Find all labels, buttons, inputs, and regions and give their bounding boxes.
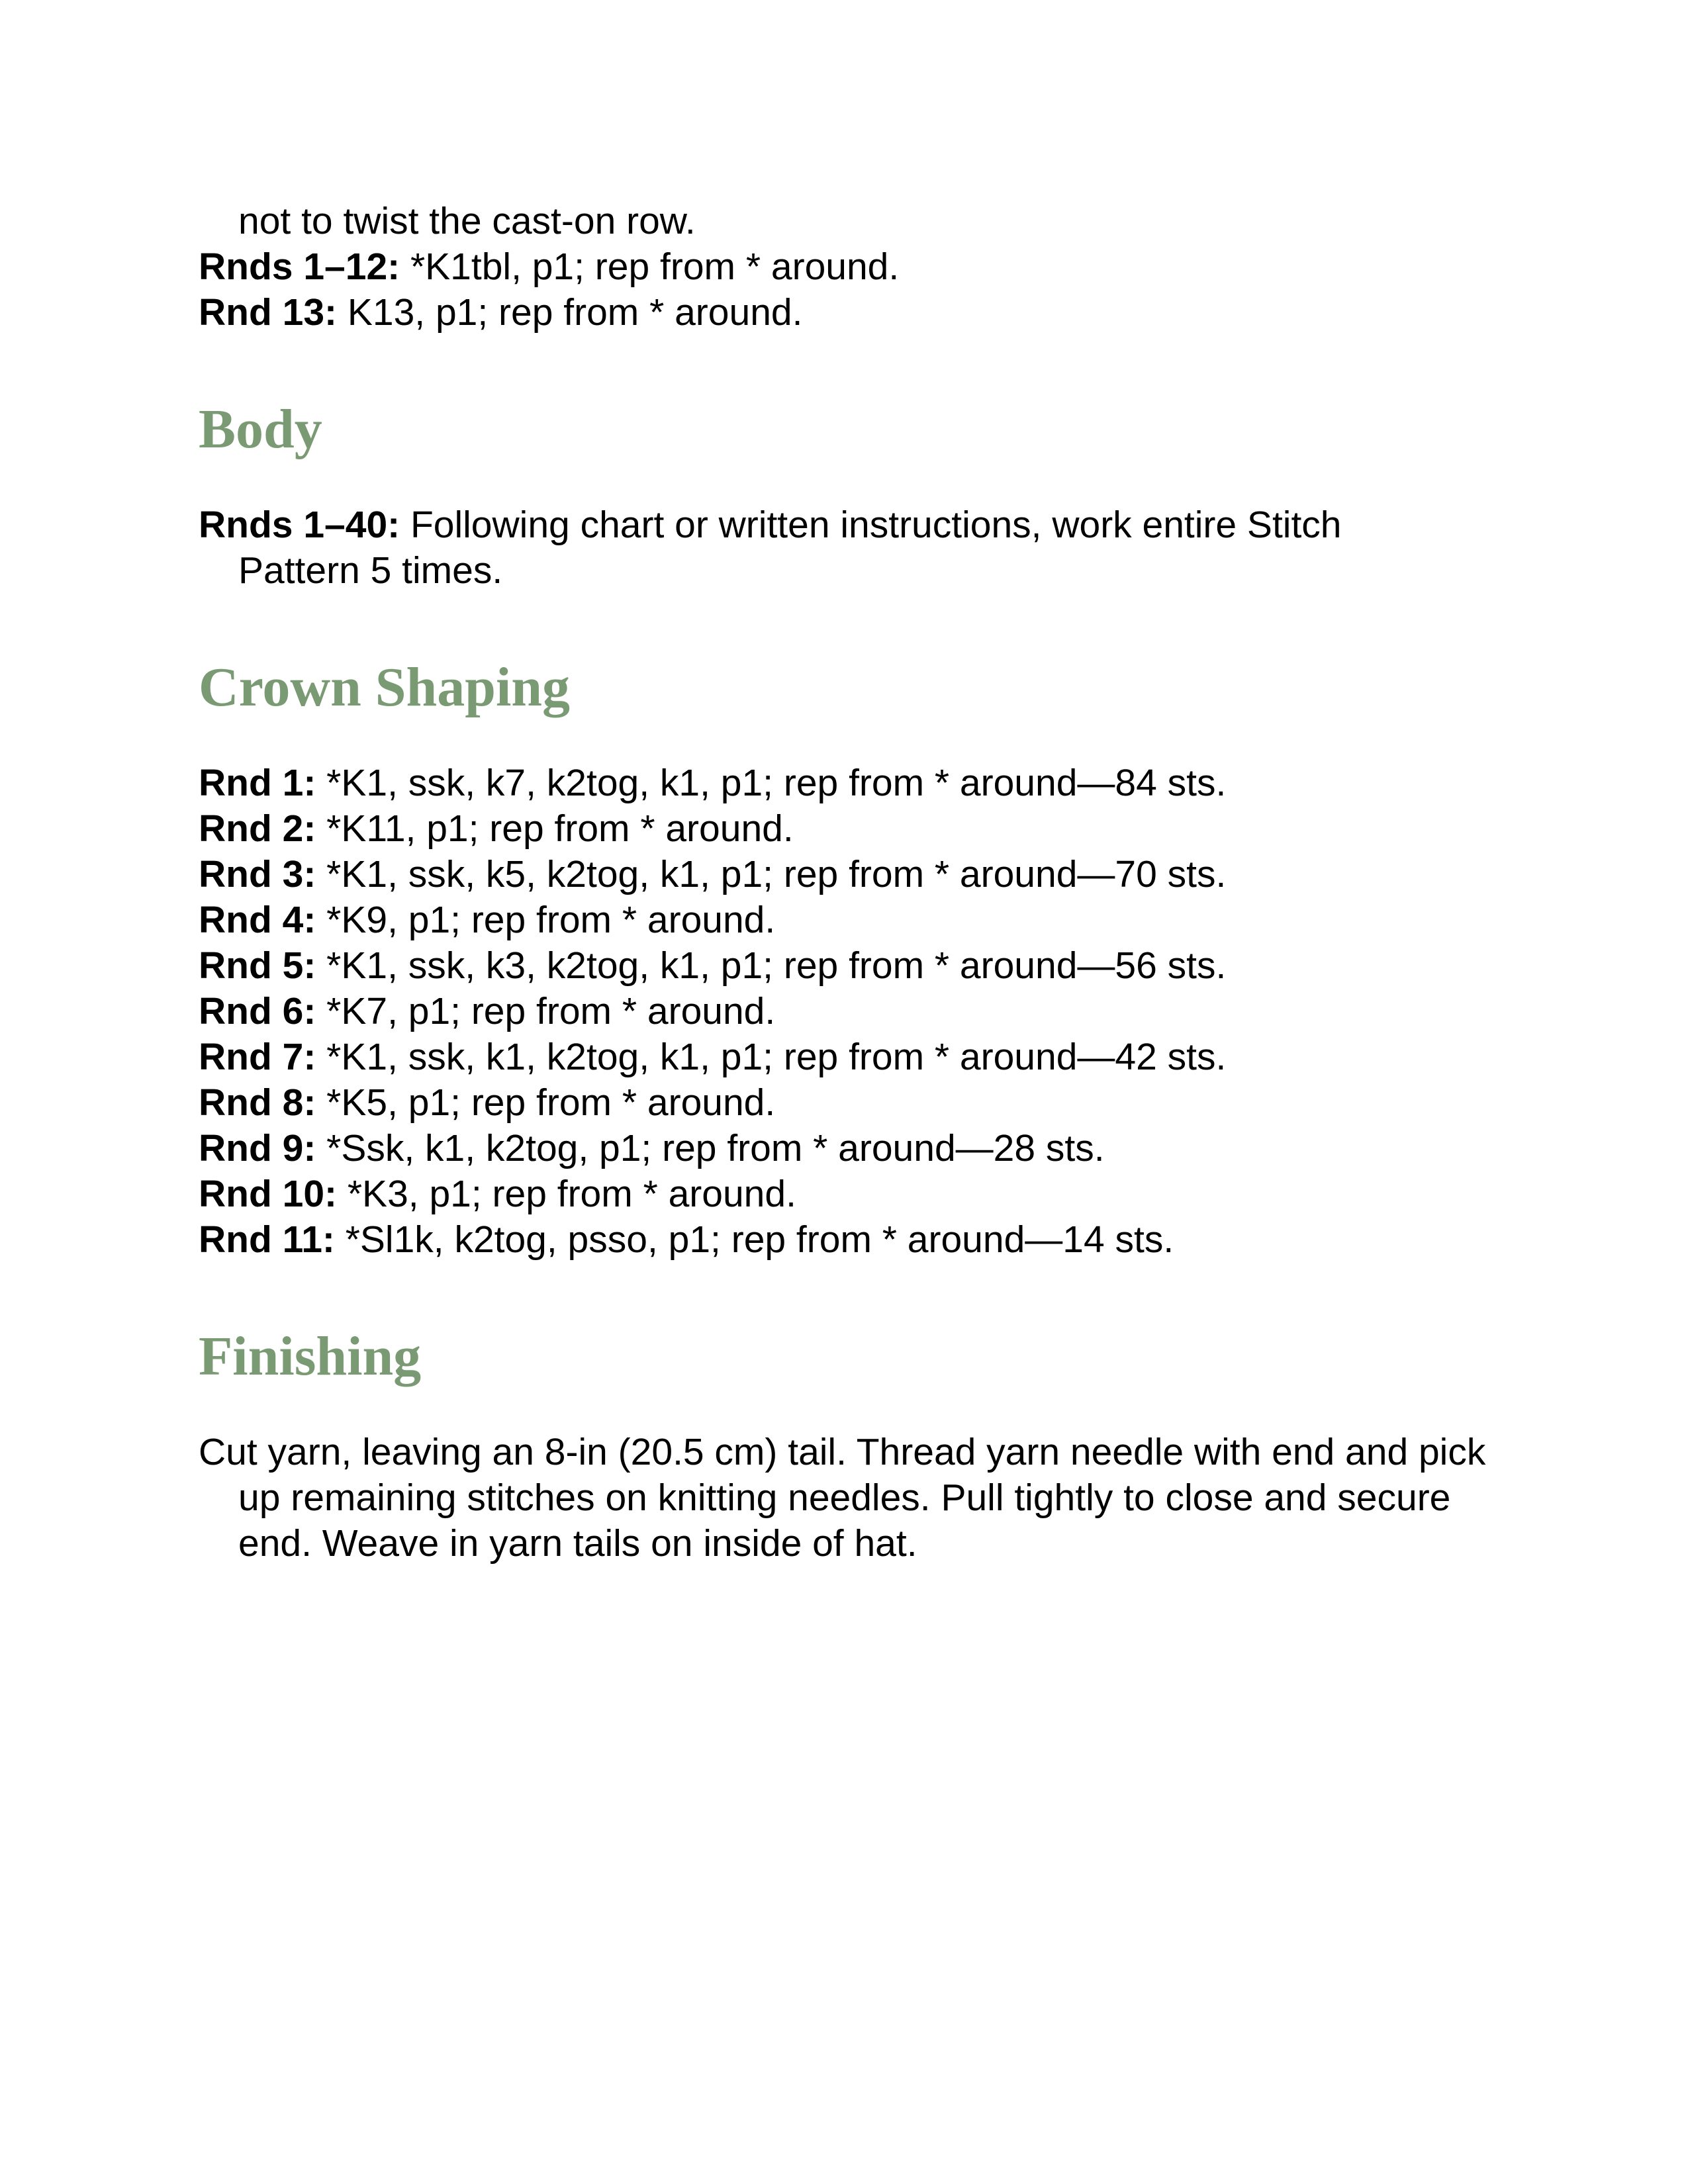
round-label: Rnd 6: bbox=[199, 990, 316, 1032]
intro-line-rnd-13 bbox=[199, 290, 1489, 336]
crown-round-6 bbox=[199, 989, 1489, 1034]
round-label: Rnds 1–12: bbox=[199, 246, 400, 288]
round-instruction: *K1, ssk, k3, k2tog, k1, p1; rep from * around—56 sts. bbox=[316, 944, 1227, 987]
crown-round-7 bbox=[199, 1034, 1489, 1080]
round-instruction: *Sl1k, k2tog, psso, p1; rep from * around—14 sts. bbox=[334, 1218, 1174, 1261]
round-label: Rnd 9: bbox=[199, 1127, 316, 1169]
crown-shaping-rounds bbox=[199, 760, 1489, 1263]
round-instruction: *K3, p1; rep from * around. bbox=[337, 1173, 796, 1215]
round-instruction: *K1, ssk, k7, k2tog, k1, p1; rep from * around—84 sts. bbox=[316, 762, 1227, 804]
crown-shaping-heading: Crown Shaping bbox=[199, 657, 571, 718]
round-instruction: *K1, ssk, k1, k2tog, k1, p1; rep from * around—42 sts. bbox=[316, 1036, 1227, 1078]
document-page bbox=[199, 199, 1489, 1567]
round-instruction: *K9, p1; rep from * around. bbox=[316, 899, 776, 941]
round-instruction: *K1tbl, p1; rep from * around. bbox=[400, 246, 900, 288]
round-label: Rnd 11: bbox=[199, 1218, 335, 1261]
round-instruction: Following chart or written instructions, work entire Stitch Pattern 5 times. bbox=[238, 504, 1342, 592]
round-label: Rnds 1–40: bbox=[199, 504, 400, 546]
intro-line-rnds-1-12 bbox=[199, 244, 1489, 290]
round-label: Rnd 1: bbox=[199, 762, 316, 804]
round-label: Rnd 5: bbox=[199, 944, 316, 987]
body-line-rnds-1-40 bbox=[199, 502, 1450, 594]
crown-round-5 bbox=[199, 943, 1489, 989]
round-instruction: *K1, ssk, k5, k2tog, k1, p1; rep from * around—70 sts. bbox=[316, 853, 1227, 895]
crown-round-10 bbox=[199, 1171, 1489, 1217]
crown-round-9 bbox=[199, 1126, 1489, 1171]
body-heading: Body bbox=[199, 398, 322, 460]
crown-round-3 bbox=[199, 852, 1489, 897]
round-label: Rnd 8: bbox=[199, 1081, 316, 1124]
round-instruction: *K5, p1; rep from * around. bbox=[316, 1081, 776, 1124]
round-instruction: K13, p1; rep from * around. bbox=[337, 291, 803, 334]
round-instruction: *Ssk, k1, k2tog, p1; rep from * around—28 sts. bbox=[316, 1127, 1105, 1169]
crown-round-11 bbox=[199, 1217, 1489, 1263]
crown-round-1 bbox=[199, 760, 1489, 806]
round-label: Rnd 3: bbox=[199, 853, 316, 895]
intro-continuation: not to twist the cast-on row. bbox=[238, 200, 696, 242]
round-instruction: *K11, p1; rep from * around. bbox=[316, 807, 794, 850]
round-label: Rnd 4: bbox=[199, 899, 316, 941]
crown-round-2 bbox=[199, 806, 1489, 852]
round-label: Rnd 2: bbox=[199, 807, 316, 850]
round-instruction: *K7, p1; rep from * around. bbox=[316, 990, 776, 1032]
round-label: Rnd 7: bbox=[199, 1036, 316, 1078]
crown-round-4 bbox=[199, 897, 1489, 943]
round-label: Rnd 13: bbox=[199, 291, 338, 334]
crown-round-8 bbox=[199, 1080, 1489, 1126]
finishing-heading: Finishing bbox=[199, 1326, 422, 1387]
round-label: Rnd 10: bbox=[199, 1173, 338, 1215]
finishing-paragraph: Cut yarn, leaving an 8-in (20.5 cm) tail. Thread yarn needle with end and pick up remaining stitches on knitting needles. Pull tightly to close and secure end. Weave in yarn tails on inside of hat. bbox=[199, 1431, 1486, 1565]
